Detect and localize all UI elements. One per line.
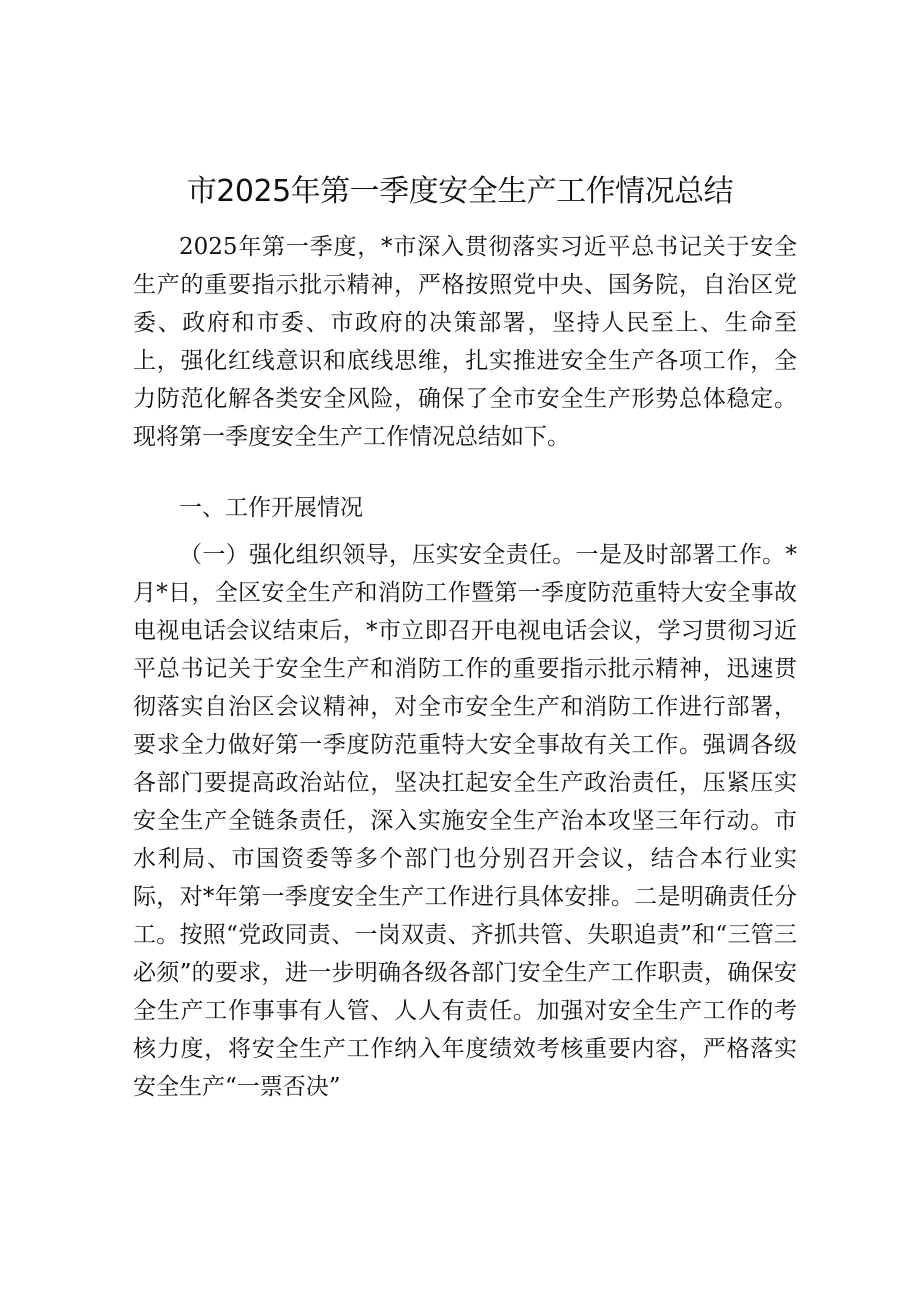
section-heading: 一、工作开展情况 bbox=[179, 495, 363, 521]
intro-paragraph: 2025年第一季度，*市深入贯彻落实习近平总书记关于安全生产的重要指示批示精神，严格按照党中央、国务院，自治区党委、政府和市委、市政府的决策部署，坚持人民至上、生命至上，强化红线意识和底线思维，扎实推进安全生产各项工作，全力防范化解各类安全风险，确保了全市安全生产形势总体稳定。现将第一季度安全生产工作情况总结如下。 bbox=[133, 234, 797, 450]
document-title: 市2025年第一季度安全生产工作情况总结 bbox=[186, 174, 734, 209]
section-paragraph: （一）强化组织领导，压实安全责任。一是及时部署工作。*月*日，全区安全生产和消防工作暨第一季度防范重特大安全事故电视电话会议结束后，*市立即召开电视电话会议，学习贯彻习近平总书记关于安全生产和消防工作的重要指示批示精神，迅速贯彻落实自治区会议精神，对全市安全生产和消防工作进行部署，要求全力做好第一季度防范重特大安全事故有关工作。强调各级各部门要提高政治站位，坚决扛起安全生产政治责任，压紧压实安全生产全链条责任，深入实施安全生产治本攻坚三年行动。市水利局、市国资委等多个部门也分别召开会议，结合本行业实际，对*年第一季度安全生产工作进行具体安排。二是明确责任分工。按照“党政同责、一岗双责、齐抓共管、失职追责”和“三管三必须”的要求，进一步明确各级各部门安全生产工作职责，确保安全生产工作事事有人管、人人有责任。加强对安全生产工作的考核力度，将安全生产工作纳入年度绩效考核重要内容，严格落实安全生产“一票否决” bbox=[133, 542, 797, 1100]
